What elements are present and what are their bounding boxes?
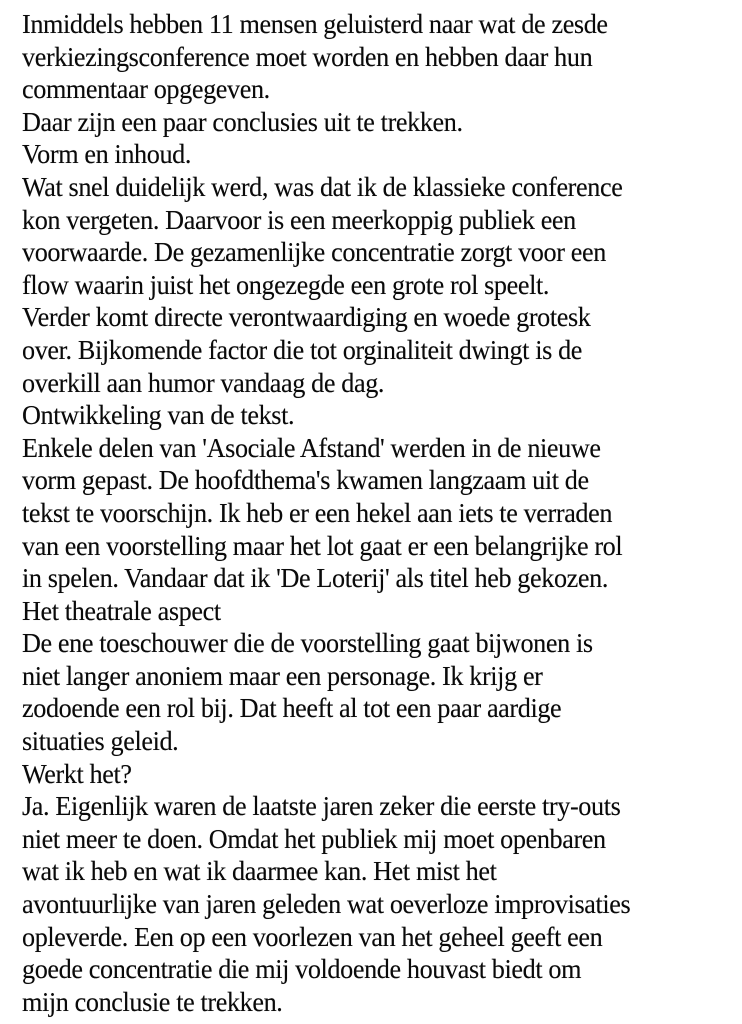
text-line: voorwaarde. De gezamenlijke concentratie zorgt voor een [22, 237, 606, 268]
text-line: commentaar opgegeven. [22, 74, 270, 105]
text-line: zodoende een rol bij. Dat heeft al tot een paar aardige [22, 693, 562, 724]
text-line: Het theatrale aspect [22, 595, 221, 626]
text-line: Ontwikkeling van de tekst. [22, 400, 295, 431]
text-line: in spelen. Vandaar dat ik 'De Loterij' als titel heb gekozen. [22, 563, 609, 594]
text-line: Verder komt directe verontwaardiging en woede grotesk [22, 302, 591, 333]
text-line: mijn conclusie te trekken. [22, 986, 283, 1017]
text-line: Inmiddels hebben 11 mensen geluisterd naar wat de zesde [22, 9, 608, 39]
text-line: vorm gepast. De hoofdthema's kwamen langzaam uit de [22, 465, 589, 496]
text-line: Wat snel duidelijk werd, was dat ik de klassieke conference [22, 171, 623, 202]
text-line: Daar zijn een paar conclusies uit te trekken. [22, 106, 463, 137]
text-line: verkiezingsconference moet worden en hebben daar hun [22, 41, 593, 72]
text-line: flow waarin juist het ongezegde een grote rol speelt. [22, 269, 550, 300]
text-line: situaties geleid. [22, 726, 179, 757]
text-line: Werkt het? [22, 758, 132, 789]
text-line: niet langer anoniem maar een personage. Ik krijg er [22, 660, 543, 691]
text-line: Ja. Eigenlijk waren de laatste jaren zeker die eerste try-outs [22, 791, 621, 822]
text-line: kon vergeten. Daarvoor is een meerkoppig publiek een [22, 204, 576, 235]
text-line: goede concentratie die mij voldoende houvast biedt om [22, 954, 582, 985]
text-line: tekst te voorschijn. Ik heb er een hekel aan iets te verraden [22, 497, 613, 528]
text-line: opleverde. Een op een voorlezen van het geheel geeft een [22, 921, 603, 952]
text-line: De ene toeschouwer die de voorstelling gaat bijwonen is [22, 628, 593, 659]
text-line: overkill aan humor vandaag de dag. [22, 367, 385, 398]
text-line: niet meer te doen. Omdat het publiek mij moet openbaren [22, 823, 606, 854]
text-line: Enkele delen van 'Asociale Afstand' werden in de nieuwe [22, 432, 601, 463]
text-line: over. Bijkomende factor die tot orginaliteit dwingt is de [22, 334, 583, 365]
text-line: wat ik heb en wat ik daarmee kan. Het mist het [22, 856, 497, 887]
text-line: avontuurlijke van jaren geleden wat oeverloze improvisaties [22, 889, 631, 920]
text-line: van een voorstelling maar het lot gaat er een belangrijke rol [22, 530, 623, 561]
text-line: Vorm en inhoud. [22, 139, 192, 170]
